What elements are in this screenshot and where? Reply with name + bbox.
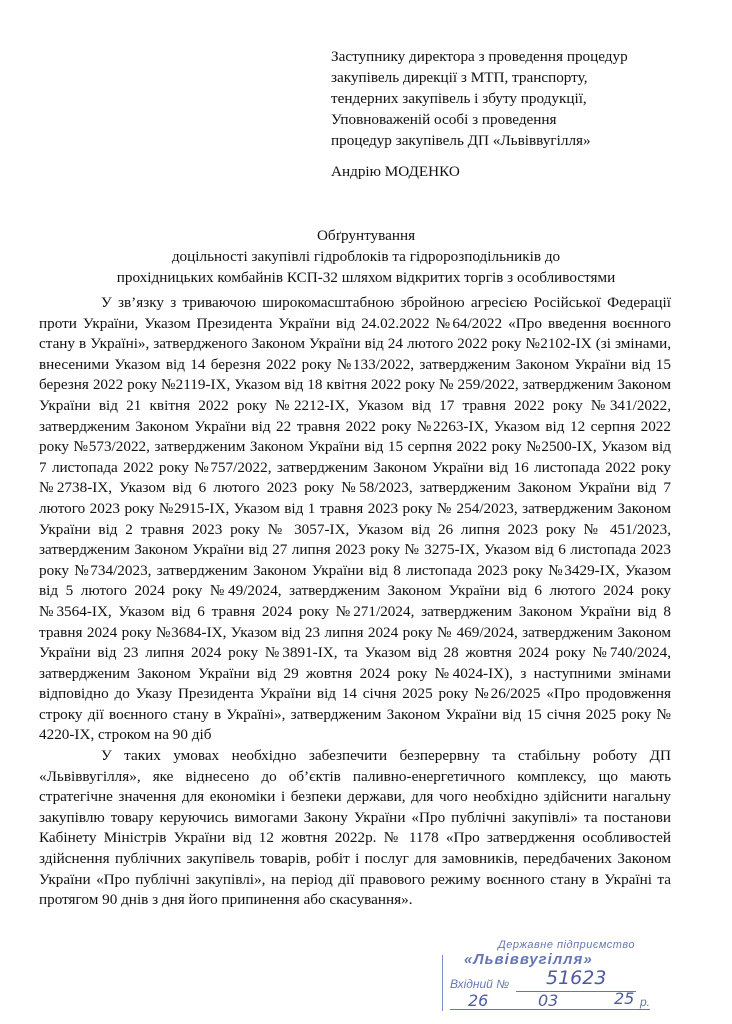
document-title (40, 225, 692, 288)
stamp-brand: «Львіввугілля» (464, 951, 593, 968)
addressee-line: процедур закупівель ДП «Львіввугілля» (331, 132, 591, 149)
stamp-incoming-number: 51623 (546, 967, 607, 989)
stamp-org: Державне підприємство (498, 939, 636, 951)
stamp-incoming-label: Вхідний № (450, 977, 510, 991)
body-paragraph: У таких умовах необхідно забезпечити безперервну та стабільну роботу ДП «Львіввугілля», яке віднесено до об’єктів паливно-енергетичного комплексу, що мають стратегічне значення для економіки і безпеки держави, для чого необхідно здійснити нагальну закупівлю товару керуючись вимогами Закону України «Про публічні закупівлі» та постанови Кабінету Міністрів України від 12 жовтня 2022р. № 1178 «Про затвердження особливостей здійснення публічних закупівель товарів, робіт і послуг для замовників, передбачених Законом України «Про публічні закупівлі», на період дії правового режиму воєнного стану в Україні та протягом 90 днів з дня його припинення або скасування». (39, 747, 671, 909)
addressee-line: Заступнику директора з проведення процедур (331, 48, 628, 65)
body-paragraph: У зв’язку з триваючою широкомасштабною збройною агресією Російської Федерації проти України, Указом Президента України від 24.02.2022 №64/2022 «Про введення воєнного стану в Україні», затвердженого Законом України від 24 лютого 2022 року №2102-IX (зі змінами, внесеними Указом від 14 березня 2022 року №133/2022, затвердженим Законом України від 15 березня 2022 року №2119-IX, Указом від 18 квітня 2022 року № 259/2022, затвердженим Законом України від 21 квітня 2022 року №2212-IX, Указом від 17 травня 2022 року №341/2022, затвердженим Законом України від 22 травня 2022 року №2263-IX, Указом від 12 серпня 2022 року №573/2022, затвердженим Законом України від 15 серпня 2022 року №2500-IX, Указом від 7 листопада 2022 року №757/2022, затвердженим Законом України від 16 листопада 2022 року №2738-IX, Указом від 6 лютого 2023 року №58/2023, затвердженим Законом України від 7 лютого 2023 року №2915-IX, Указом від 1 травня 2023 року № 254/2023, затвердженим Законом України від 2 травня 2023 року № 3057-IX, Указом від 26 липня 2023 року № 451/2023, затвердженим Законом України від 27 липня 2023 року № 3275-IX, Указом від 6 листопада 2023 року №734/2023, затвердженим Законом України від 8 листопада 2023 року №3429-IX, Указом від 5 лютого 2024 року №49/2024, затвердженим Законом України від 6 лютого 2024 року №3564-IX, Указом від 6 травня 2024 року №271/2024, затвердженим Законом України від 8 травня 2024 року №3684-IX, Указом від 23 липня 2024 року № 469/2024, затвердженим Законом України від 23 липня 2024 року №3891-IX, та Указом від 28 жовтня 2024 року №740/2024, затвердженим Законом України від 29 жовтня 2024 року №4024-IX), з наступними змінами відповідно до Указу Президента України від 14 січня 2025 року №26/2025 «Про продовження строку дії воєнного стану в Україні», затвердженим Законом України від 15 січня 2025 року № 4220-IX, строком на 90 діб (39, 294, 671, 744)
stamp-day: 26 (468, 991, 489, 1010)
incoming-registration-stamp (428, 937, 660, 1015)
addressee-line: Уповноваженій особі з проведення (331, 111, 557, 128)
title-line: прохідницьких комбайнів КСП-32 шляхом відкритих торгів з особливостями (116, 269, 616, 286)
stamp-year-suffix: р. (640, 995, 651, 1009)
stamp-year: 25 (614, 989, 635, 1008)
addressee-line: тендерних закупівель і збуту продукції, (331, 90, 587, 107)
title-line: доцільності закупівлі гідроблоків та гідророзподільників до (171, 248, 561, 265)
document-body (39, 293, 671, 911)
addressee-block (331, 46, 711, 182)
title-heading: Обґрунтування (316, 227, 416, 244)
addressee-name: Андрію МОДЕНКО (331, 163, 460, 180)
stamp-month: 03 (538, 991, 559, 1010)
addressee-line: закупівель дирекції з МТП, транспорту, (331, 69, 588, 86)
